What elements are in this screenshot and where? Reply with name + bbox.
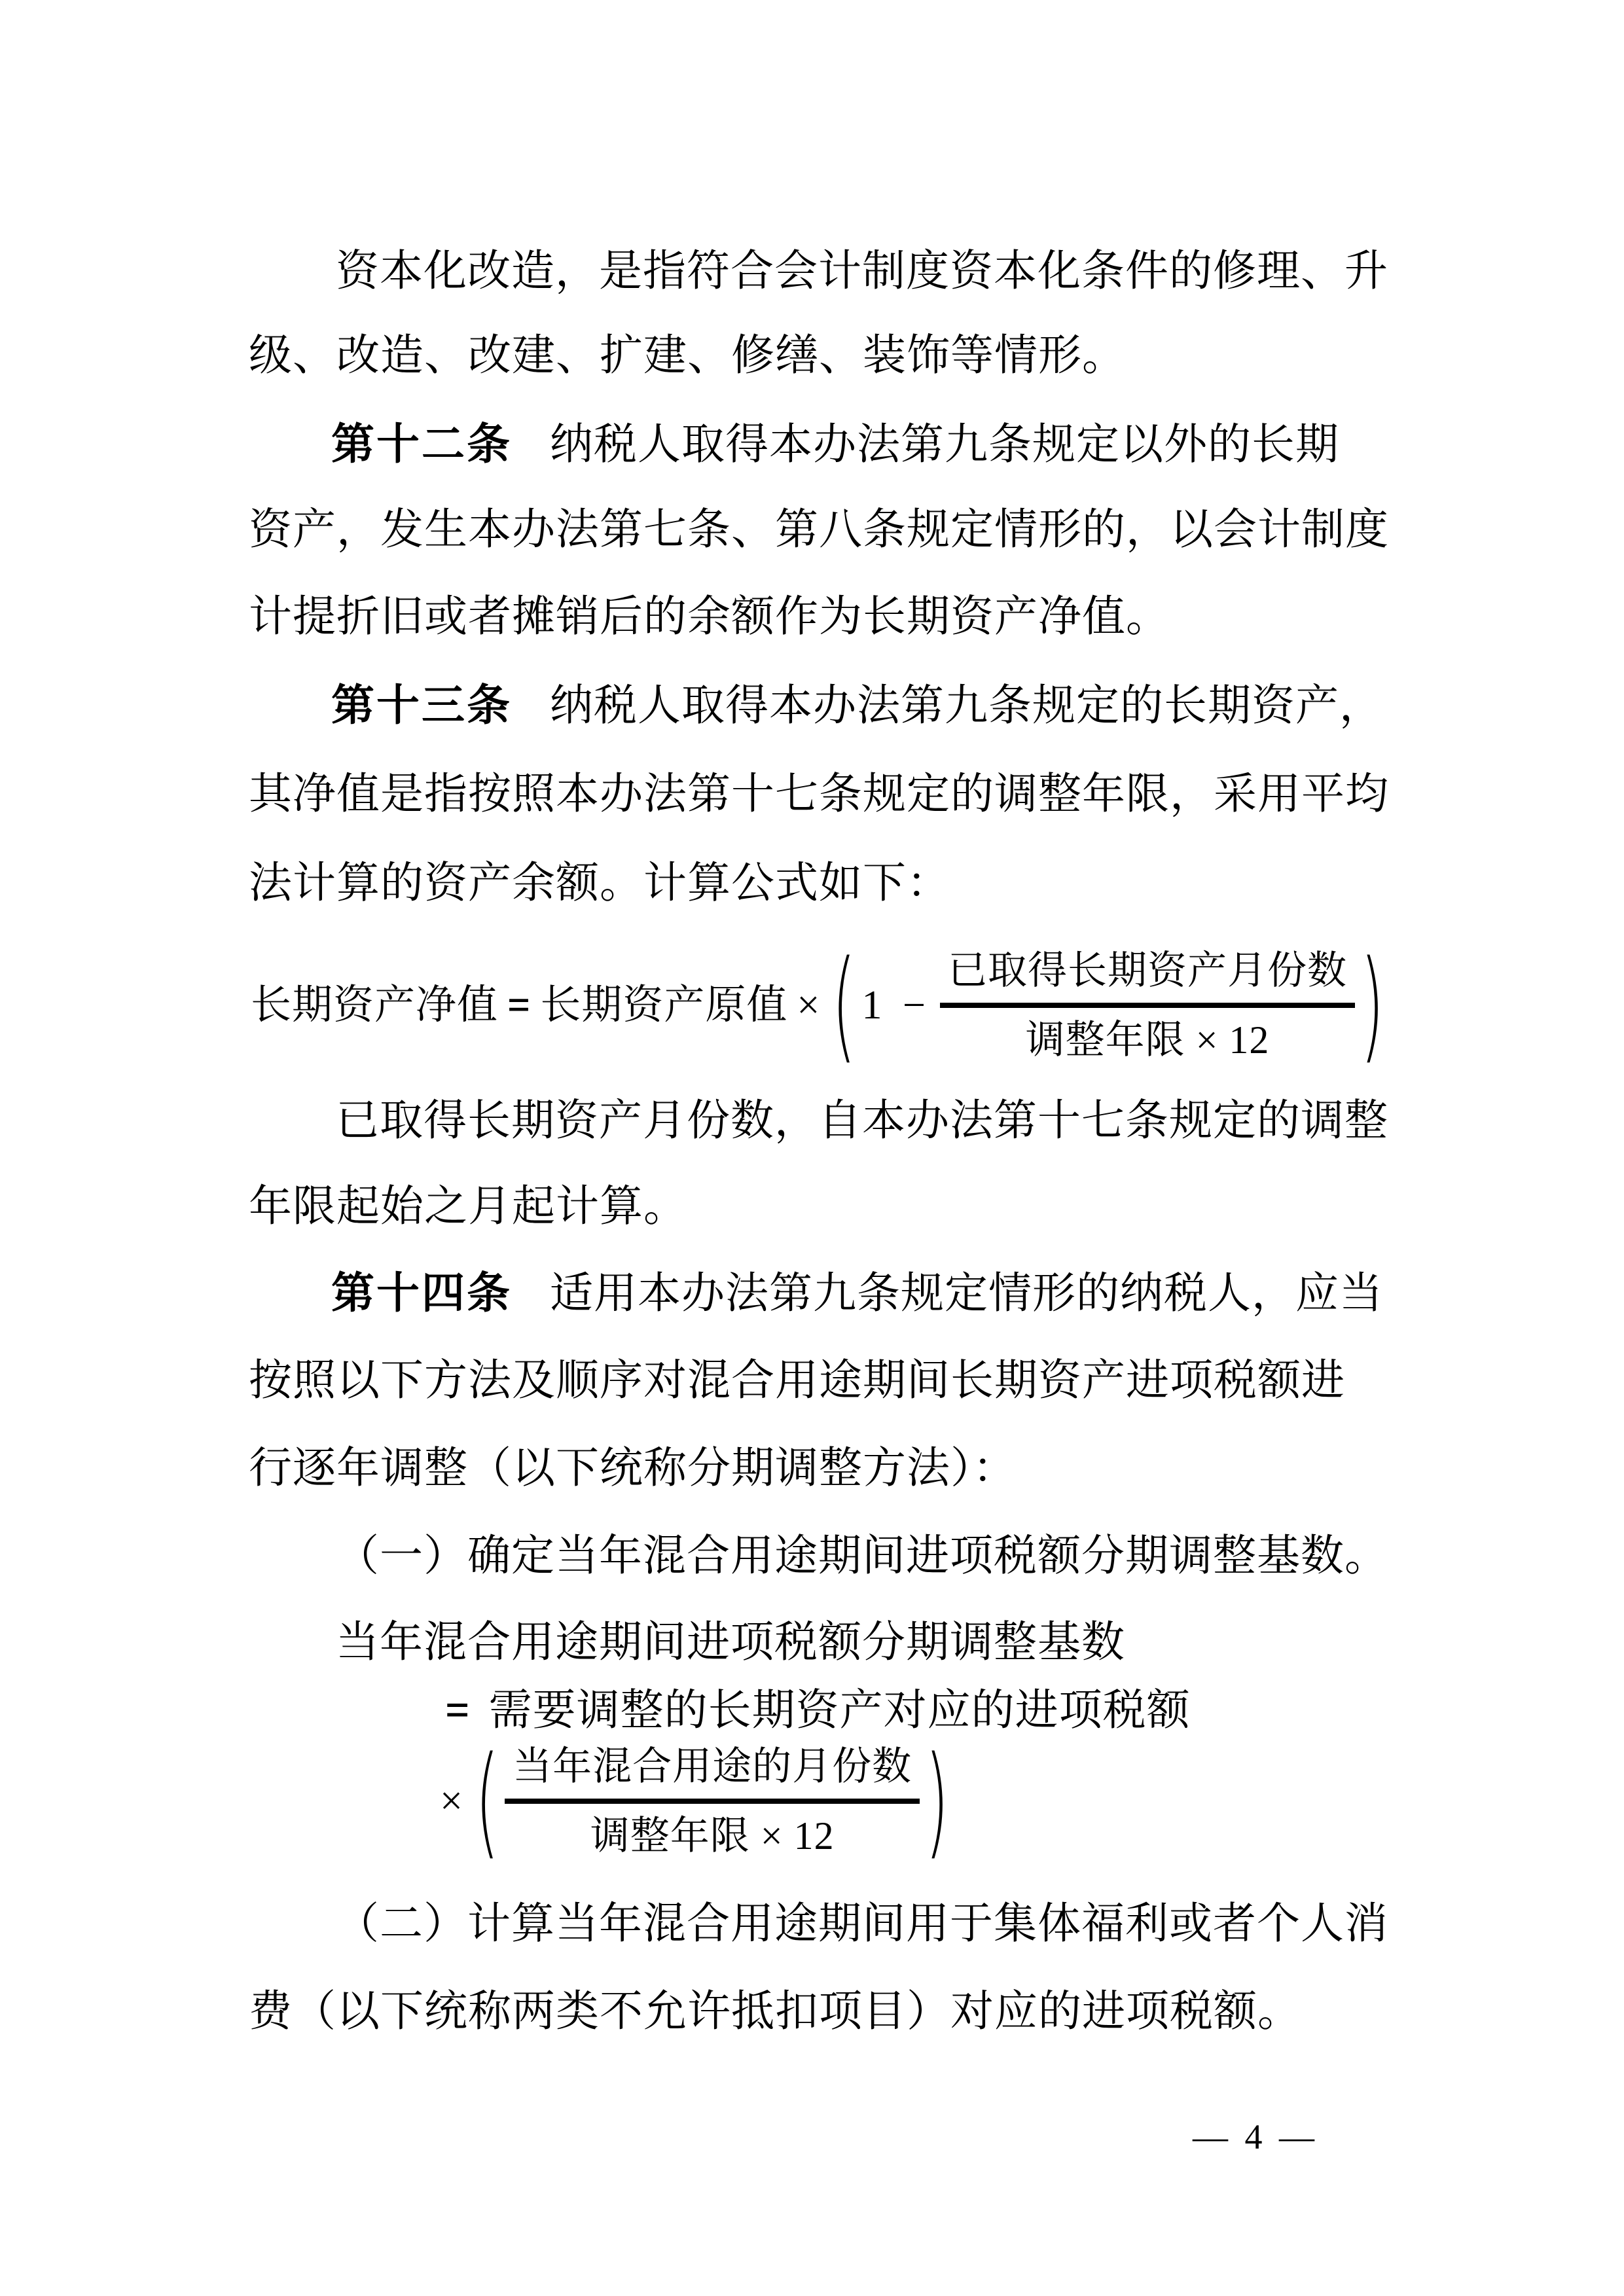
fraction-denominator: 调整年限 × 12 bbox=[1025, 1018, 1270, 1062]
body-line: 按照以下方法及顺序对混合用途期间长期资产进项税额进 bbox=[249, 1357, 1345, 1405]
close-paren: ) bbox=[1360, 934, 1384, 1075]
body-line: 费（以下统称两类不允许抵扣项目）对应的进项税额。 bbox=[249, 1988, 1301, 2036]
close-paren: ) bbox=[925, 1730, 950, 1871]
body-line: 资产，发生本办法第七条、第八条规定情形的，以会计制度 bbox=[249, 506, 1389, 554]
body-line: 当年混合用途期间进项税额分期调整基数 bbox=[336, 1619, 1125, 1666]
body-line: 年限起始之月起计算。 bbox=[249, 1183, 687, 1230]
fraction-denominator: 调整年限 × 12 bbox=[590, 1814, 835, 1857]
body-line-text: 适用本办法第九条规定情形的纳税人，应当 bbox=[550, 1270, 1383, 1318]
body-line bbox=[445, 1686, 1191, 1736]
body-line bbox=[331, 420, 1339, 470]
fraction-numerator: 当年混合用途的月份数 bbox=[505, 1745, 920, 1804]
body-line bbox=[331, 1268, 1383, 1319]
body-line: 计提折旧或者摊销后的余额作为长期资产净值。 bbox=[249, 593, 1170, 641]
equals-sign: = bbox=[507, 980, 532, 1030]
body-line-text: 需要调整的长期资产对应的进项税额 bbox=[488, 1687, 1191, 1734]
body-line: 级、改造、改建、扩建、修缮、装饰等情形。 bbox=[249, 332, 1126, 380]
formula-lhs: 长期资产净值 bbox=[251, 982, 499, 1028]
adjustment-base-formula bbox=[440, 1730, 952, 1871]
body-line: 其净值是指按照本办法第十七条规定的调整年限，采用平均 bbox=[249, 770, 1389, 818]
one-minus: 1 − bbox=[861, 982, 931, 1028]
body-line: 资本化改造，是指符合会计制度资本化条件的修理、升 bbox=[336, 247, 1388, 295]
body-line: 法计算的资产余额。计算公式如下： bbox=[249, 859, 950, 907]
formula-factor: 长期资产原值 bbox=[540, 982, 788, 1028]
equals-sign: = bbox=[445, 1684, 471, 1737]
body-line: 已取得长期资产月份数，自本办法第十七条规定的调整 bbox=[336, 1097, 1388, 1145]
body-line bbox=[331, 681, 1383, 731]
page-number: — 4 — bbox=[1193, 2117, 1318, 2157]
body-line: 行逐年调整（以下统称分期调整方法）： bbox=[249, 1444, 1017, 1492]
article-number: 第十二条 bbox=[331, 420, 512, 468]
multiply-sign: × bbox=[797, 982, 821, 1028]
fraction bbox=[940, 949, 1355, 1062]
body-line: （二）计算当年混合用途期间用于集体福利或者个人消 bbox=[336, 1900, 1388, 1948]
article-number: 第十三条 bbox=[331, 681, 512, 729]
multiply-sign: × bbox=[440, 1778, 463, 1823]
open-paren: ( bbox=[832, 934, 857, 1075]
fraction-numerator: 已取得长期资产月份数 bbox=[940, 949, 1355, 1008]
open-paren: ( bbox=[475, 1730, 499, 1871]
body-line: （一）确定当年混合用途期间进项税额分期调整基数。 bbox=[336, 1532, 1388, 1580]
article-number: 第十四条 bbox=[331, 1268, 512, 1317]
net-value-formula bbox=[251, 934, 1387, 1075]
body-line-text: 纳税人取得本办法第九条规定以外的长期 bbox=[550, 421, 1339, 469]
body-line-text: 纳税人取得本办法第九条规定的长期资产， bbox=[550, 682, 1383, 730]
fraction bbox=[505, 1745, 920, 1857]
